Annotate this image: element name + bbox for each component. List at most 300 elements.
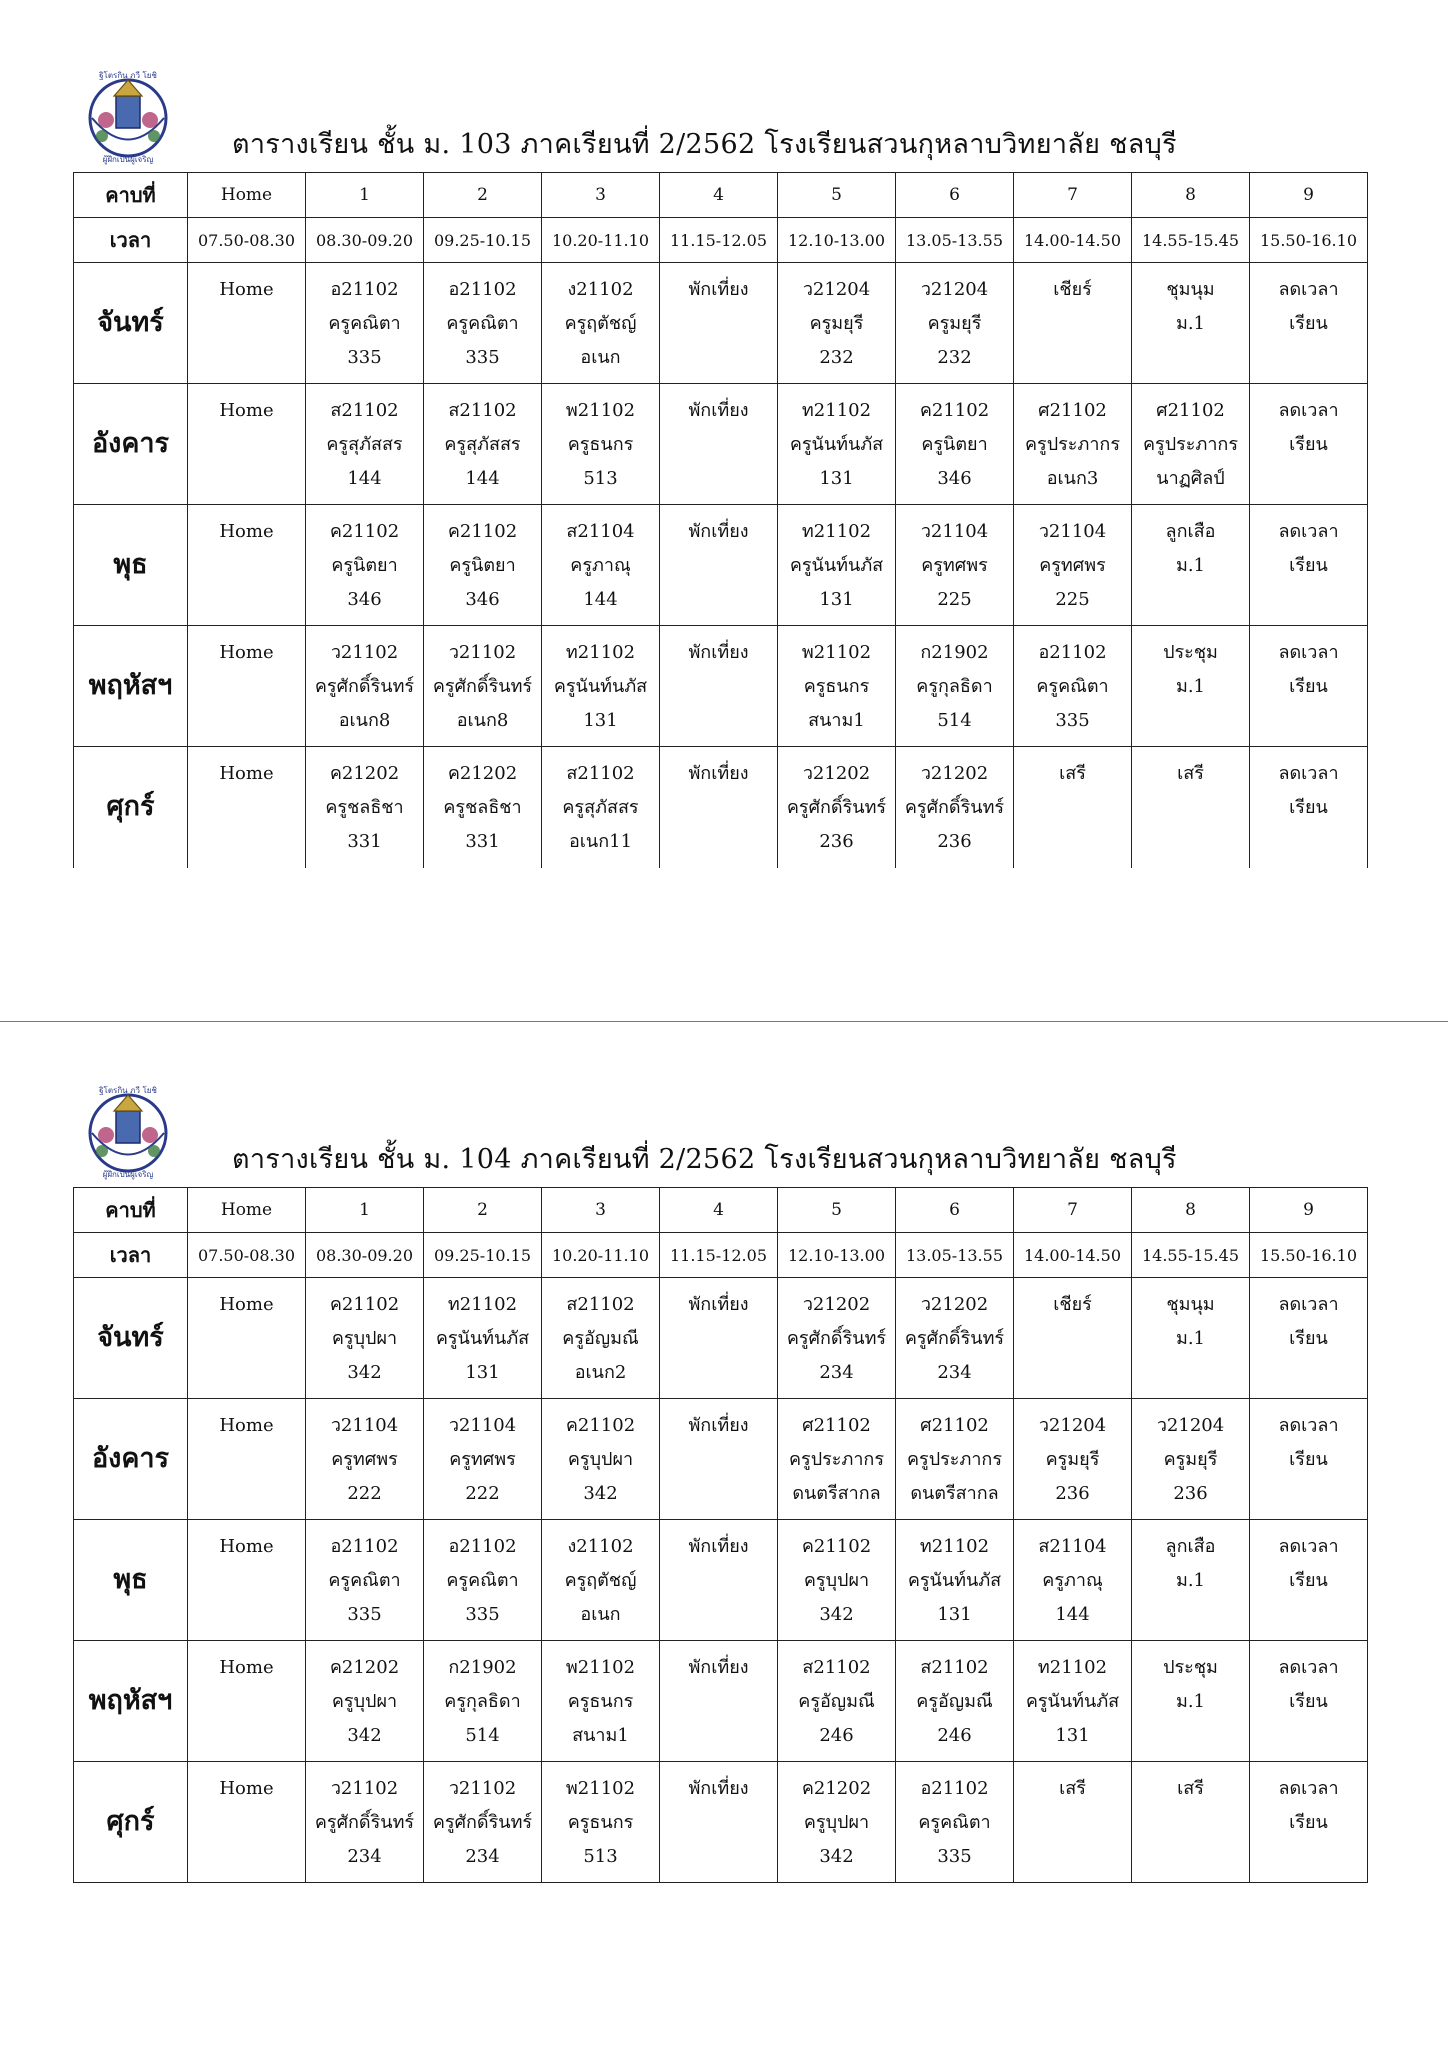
subject-code: ส21102 <box>566 763 635 784</box>
class-cell <box>188 1762 306 1883</box>
subject-code: ค21102 <box>329 521 400 542</box>
class-cell <box>1250 1762 1368 1883</box>
subject-code: ส21102 <box>802 1657 871 1678</box>
logo-motto-top: ฐิโตรกิน ภวี โยชิ <box>99 71 157 80</box>
room: 342 <box>819 1846 854 1867</box>
room: 131 <box>819 468 854 489</box>
period-number: 4 <box>660 1188 778 1233</box>
subject-code: Home <box>219 1536 274 1557</box>
class-cell <box>424 1762 542 1883</box>
subject-code: ศ21102 <box>1156 400 1225 421</box>
subject-code: ลดเวลา <box>1278 1657 1339 1678</box>
period-header-row <box>74 1188 1368 1233</box>
subject-code: ท21102 <box>447 1294 518 1315</box>
subject-code: พักเที่ยง <box>688 1778 749 1799</box>
period-number: 9 <box>1250 173 1368 218</box>
class-cell <box>1250 263 1368 384</box>
teacher-or-note: ครูศักดิ์รินทร์ <box>314 676 415 697</box>
subject-code: อ21102 <box>448 1536 517 1557</box>
class-cell <box>896 1278 1014 1399</box>
teacher-or-note: เรียน <box>1289 313 1328 334</box>
class-cell <box>306 263 424 384</box>
teacher-or-note: ครูธนกร <box>803 676 870 697</box>
class-cell <box>188 626 306 747</box>
class-cell <box>424 1278 542 1399</box>
teacher-or-note: ครูมยุรี <box>1163 1449 1218 1470</box>
class-cell <box>1014 1278 1132 1399</box>
class-cell <box>896 1641 1014 1762</box>
subject-code: ส21102 <box>566 1294 635 1315</box>
room: 131 <box>583 710 618 731</box>
day-label: ศุกร์ <box>74 1762 188 1883</box>
teacher-or-note: ครูประภากร <box>1024 434 1120 455</box>
class-cell <box>1132 1762 1250 1883</box>
subject-code: ว21202 <box>920 763 989 784</box>
class-cell <box>1014 263 1132 384</box>
subject-code: ค21202 <box>801 1778 872 1799</box>
subject-code: พักเที่ยง <box>688 763 749 784</box>
subject-code: ท21102 <box>565 642 636 663</box>
room: 232 <box>937 347 972 368</box>
teacher-or-note: ครูธนกร <box>567 1812 634 1833</box>
room: 144 <box>583 589 618 610</box>
room: อเนก <box>580 347 621 368</box>
teacher-or-note: ครูทศพร <box>1039 555 1106 576</box>
time-row <box>74 1233 1368 1278</box>
subject-code: Home <box>219 279 274 300</box>
time-label: เวลา <box>74 1233 188 1278</box>
class-cell <box>778 384 896 505</box>
class-cell <box>778 747 896 868</box>
teacher-or-note: ครูนันท์นภัส <box>789 555 884 576</box>
class-cell <box>188 1641 306 1762</box>
teacher-or-note: ครูนันท์นภัส <box>789 434 884 455</box>
room: 331 <box>347 831 382 852</box>
subject-code: ท21102 <box>801 400 872 421</box>
class-cell <box>896 384 1014 505</box>
room: สนาม1 <box>808 710 865 731</box>
subject-code: ลดเวลา <box>1278 1536 1339 1557</box>
teacher-or-note: ครูกุลธิดา <box>916 676 993 697</box>
class-cell <box>424 505 542 626</box>
room: 225 <box>1055 589 1090 610</box>
room: 144 <box>347 468 382 489</box>
logo-motto-bottom: ผู้ฝึกเป็นผู้เจริญ <box>102 1170 154 1179</box>
timetable <box>73 172 1368 868</box>
period-number: 9 <box>1250 1188 1368 1233</box>
class-cell <box>542 1641 660 1762</box>
class-cell <box>660 626 778 747</box>
teacher-or-note: ครูคณิตา <box>1036 676 1109 697</box>
class-cell <box>660 384 778 505</box>
day-row <box>74 384 1368 505</box>
time-slot: 10.20-11.10 <box>542 1233 660 1278</box>
room: 236 <box>937 831 972 852</box>
teacher-or-note: เรียน <box>1289 1691 1328 1712</box>
class-cell <box>188 1399 306 1520</box>
subject-code: ลูกเสือ <box>1165 1536 1216 1557</box>
day-row <box>74 1278 1368 1399</box>
subject-code: ท21102 <box>919 1536 990 1557</box>
logo-motto-top: ฐิโตรกิน ภวี โยชิ <box>99 1086 157 1095</box>
class-cell <box>778 505 896 626</box>
teacher-or-note: เรียน <box>1289 434 1328 455</box>
room: 222 <box>347 1483 382 1504</box>
class-cell <box>542 1762 660 1883</box>
class-cell <box>424 384 542 505</box>
room: 222 <box>465 1483 500 1504</box>
subject-code: ศ21102 <box>920 1415 989 1436</box>
class-cell <box>424 263 542 384</box>
time-slot: 13.05-13.55 <box>896 1233 1014 1278</box>
teacher-or-note: ครูภาณุ <box>1042 1570 1103 1591</box>
subject-code: ว21202 <box>802 763 871 784</box>
subject-code: เชียร์ <box>1053 279 1092 300</box>
room: 331 <box>465 831 500 852</box>
class-cell <box>188 263 306 384</box>
class-cell <box>424 747 542 868</box>
teacher-or-note: ครูศักดิ์รินทร์ <box>314 1812 415 1833</box>
school-crest-logo <box>78 1081 178 1181</box>
teacher-or-note: เรียน <box>1289 1812 1328 1833</box>
room: 131 <box>819 589 854 610</box>
subject-code: ท21102 <box>1037 1657 1108 1678</box>
class-cell <box>1014 1520 1132 1641</box>
room: 513 <box>583 468 618 489</box>
subject-code: อ21102 <box>330 279 399 300</box>
day-label: อังคาร <box>74 1399 188 1520</box>
subject-code: ศ21102 <box>802 1415 871 1436</box>
teacher-or-note: ครูฤตัชญ์ <box>564 1570 637 1591</box>
class-cell <box>1250 1399 1368 1520</box>
period-number: 1 <box>306 173 424 218</box>
day-label: พฤหัสฯ <box>74 626 188 747</box>
class-cell <box>306 505 424 626</box>
room: อเนก8 <box>338 710 391 731</box>
subject-code: พักเที่ยง <box>688 1415 749 1436</box>
class-cell <box>1250 626 1368 747</box>
teacher-or-note: ครูธนกร <box>567 434 634 455</box>
time-slot: 15.50-16.10 <box>1250 218 1368 263</box>
day-row <box>74 1520 1368 1641</box>
subject-code: ส21104 <box>1038 1536 1107 1557</box>
period-number: Home <box>188 173 306 218</box>
teacher-or-note: ครูฤตัชญ์ <box>564 313 637 334</box>
teacher-or-note: ครูบุปผา <box>803 1570 870 1591</box>
class-cell <box>424 1399 542 1520</box>
class-cell <box>1014 626 1132 747</box>
subject-code: เสรี <box>1059 1778 1086 1799</box>
room: อเนก2 <box>574 1362 627 1383</box>
page-divider <box>0 1021 1448 1022</box>
day-row <box>74 1641 1368 1762</box>
class-cell <box>1132 1399 1250 1520</box>
class-cell <box>778 1278 896 1399</box>
class-cell <box>1014 384 1132 505</box>
class-cell <box>542 384 660 505</box>
teacher-or-note: ครูทศพร <box>449 1449 516 1470</box>
teacher-or-note: ครูธนกร <box>567 1691 634 1712</box>
teacher-or-note: ครูอัญมณี <box>916 1691 993 1712</box>
teacher-or-note: ครูมยุรี <box>927 313 982 334</box>
class-cell <box>896 263 1014 384</box>
teacher-or-note: ครูชลธิชา <box>325 797 404 818</box>
time-slot: 14.55-15.45 <box>1132 218 1250 263</box>
teacher-or-note: ครูทศพร <box>921 555 988 576</box>
logo-motto-bottom: ผู้ฝึกเป็นผู้เจริญ <box>102 155 154 164</box>
teacher-or-note: ครูประภากร <box>1142 434 1238 455</box>
room: 236 <box>1055 1483 1090 1504</box>
teacher-or-note: ครูนันท์นภัส <box>553 676 648 697</box>
time-label: เวลา <box>74 218 188 263</box>
subject-code: อ21102 <box>330 1536 399 1557</box>
room: 246 <box>819 1725 854 1746</box>
class-cell <box>542 747 660 868</box>
class-cell <box>896 626 1014 747</box>
day-label: จันทร์ <box>74 1278 188 1399</box>
time-slot: 09.25-10.15 <box>424 1233 542 1278</box>
class-cell <box>660 263 778 384</box>
class-cell <box>1250 1520 1368 1641</box>
subject-code: ค21102 <box>565 1415 636 1436</box>
teacher-or-note: ครูประภากร <box>788 1449 884 1470</box>
teacher-or-note: ครูประภากร <box>906 1449 1002 1470</box>
period-number: 7 <box>1014 173 1132 218</box>
subject-code: ก21902 <box>448 1657 517 1678</box>
room: 232 <box>819 347 854 368</box>
day-label: ศุกร์ <box>74 747 188 868</box>
subject-code: อ21102 <box>1038 642 1107 663</box>
subject-code: ค21102 <box>919 400 990 421</box>
teacher-or-note: ครูศักดิ์รินทร์ <box>432 1812 533 1833</box>
class-cell <box>896 1520 1014 1641</box>
subject-code: ลดเวลา <box>1278 1415 1339 1436</box>
time-slot: 13.05-13.55 <box>896 218 1014 263</box>
teacher-or-note: ครูมยุรี <box>1045 1449 1100 1470</box>
subject-code: ส21102 <box>920 1657 989 1678</box>
class-cell <box>542 1399 660 1520</box>
teacher-or-note: ม.1 <box>1175 555 1206 576</box>
class-cell <box>1132 263 1250 384</box>
class-cell <box>660 1641 778 1762</box>
subject-code: Home <box>219 400 274 421</box>
class-cell <box>188 1520 306 1641</box>
class-cell <box>1014 1399 1132 1520</box>
room: 342 <box>819 1604 854 1625</box>
subject-code: ลดเวลา <box>1278 400 1339 421</box>
day-row <box>74 1762 1368 1883</box>
period-number: 6 <box>896 173 1014 218</box>
class-cell <box>1014 747 1132 868</box>
time-slot: 12.10-13.00 <box>778 218 896 263</box>
class-cell <box>660 1278 778 1399</box>
subject-code: พักเที่ยง <box>688 521 749 542</box>
room: 335 <box>465 347 500 368</box>
teacher-or-note: ครูสุภัสสร <box>562 797 639 818</box>
room: 342 <box>347 1362 382 1383</box>
class-cell <box>1132 1278 1250 1399</box>
subject-code: ประชุม <box>1163 1657 1218 1678</box>
day-label: อังคาร <box>74 384 188 505</box>
subject-code: Home <box>219 1294 274 1315</box>
teacher-or-note: ครูชลธิชา <box>443 797 522 818</box>
class-cell <box>778 1520 896 1641</box>
subject-code: ลดเวลา <box>1278 763 1339 784</box>
subject-code: ง21102 <box>567 279 634 300</box>
subject-code: พ21102 <box>565 400 636 421</box>
subject-code: ลดเวลา <box>1278 642 1339 663</box>
period-header-row <box>74 173 1368 218</box>
teacher-or-note: ครูอัญมณี <box>798 1691 875 1712</box>
subject-code: พักเที่ยง <box>688 642 749 663</box>
room: ดนตรีสากล <box>910 1483 999 1504</box>
room: 144 <box>465 468 500 489</box>
subject-code: Home <box>219 1415 274 1436</box>
teacher-or-note: ครูคณิตา <box>328 1570 401 1591</box>
subject-code: ก21902 <box>920 642 989 663</box>
class-cell <box>896 505 1014 626</box>
period-number: 7 <box>1014 1188 1132 1233</box>
subject-code: ว21204 <box>1156 1415 1225 1436</box>
class-cell <box>1250 1278 1368 1399</box>
teacher-or-note: ครูบุปผา <box>331 1328 398 1349</box>
class-cell <box>1014 505 1132 626</box>
teacher-or-note: ครูนิตยา <box>449 555 516 576</box>
room: 346 <box>347 589 382 610</box>
subject-code: Home <box>219 642 274 663</box>
subject-code: เสรี <box>1177 763 1204 784</box>
teacher-or-note: ครูศักดิ์รินทร์ <box>786 797 887 818</box>
period-number: 4 <box>660 173 778 218</box>
period-number: 2 <box>424 173 542 218</box>
subject-code: ว21104 <box>1038 521 1107 542</box>
day-row <box>74 505 1368 626</box>
day-label: พุธ <box>74 1520 188 1641</box>
room: 335 <box>347 347 382 368</box>
class-cell <box>542 626 660 747</box>
time-slot: 08.30-09.20 <box>306 218 424 263</box>
teacher-or-note: ครูบุปผา <box>567 1449 634 1470</box>
period-label: คาบที่ <box>74 1188 188 1233</box>
room: 131 <box>937 1604 972 1625</box>
subject-code: ค21102 <box>801 1536 872 1557</box>
class-cell <box>778 1399 896 1520</box>
room: 342 <box>583 1483 618 1504</box>
class-cell <box>1250 747 1368 868</box>
teacher-or-note: ครูนันท์นภัส <box>1025 1691 1120 1712</box>
class-cell <box>660 1520 778 1641</box>
teacher-or-note: ครูทศพร <box>331 1449 398 1470</box>
room: 234 <box>347 1846 382 1867</box>
time-slot: 10.20-11.10 <box>542 218 660 263</box>
period-number: 3 <box>542 1188 660 1233</box>
room: 225 <box>937 589 972 610</box>
subject-code: ลดเวลา <box>1278 521 1339 542</box>
room: 236 <box>819 831 854 852</box>
subject-code: พักเที่ยง <box>688 279 749 300</box>
class-cell <box>306 1520 424 1641</box>
teacher-or-note: ม.1 <box>1175 676 1206 697</box>
subject-code: ลดเวลา <box>1278 1778 1339 1799</box>
class-cell <box>1132 747 1250 868</box>
class-cell <box>778 1641 896 1762</box>
class-cell <box>424 1641 542 1762</box>
room: 335 <box>347 1604 382 1625</box>
teacher-or-note: ม.1 <box>1175 1570 1206 1591</box>
teacher-or-note: ครูคณิตา <box>328 313 401 334</box>
day-label: พุธ <box>74 505 188 626</box>
class-cell <box>542 1278 660 1399</box>
subject-code: ว21202 <box>802 1294 871 1315</box>
subject-code: Home <box>219 763 274 784</box>
time-row <box>74 218 1368 263</box>
time-slot: 12.10-13.00 <box>778 1233 896 1278</box>
class-cell <box>306 1762 424 1883</box>
class-cell <box>424 1520 542 1641</box>
class-cell <box>778 263 896 384</box>
teacher-or-note: ครูบุปผา <box>331 1691 398 1712</box>
room: สนาม1 <box>572 1725 629 1746</box>
teacher-or-note: เรียน <box>1289 1328 1328 1349</box>
teacher-or-note: ม.1 <box>1175 1691 1206 1712</box>
subject-code: ว21102 <box>330 1778 399 1799</box>
subject-code: Home <box>219 1657 274 1678</box>
period-number: 5 <box>778 1188 896 1233</box>
period-number: 3 <box>542 173 660 218</box>
subject-code: ค21202 <box>447 763 518 784</box>
class-cell <box>424 626 542 747</box>
room: อเนก3 <box>1046 468 1099 489</box>
class-cell <box>1132 384 1250 505</box>
teacher-or-note: เรียน <box>1289 555 1328 576</box>
period-number: 1 <box>306 1188 424 1233</box>
subject-code: พ21102 <box>565 1778 636 1799</box>
class-cell <box>306 384 424 505</box>
class-cell <box>306 1641 424 1762</box>
teacher-or-note: เรียน <box>1289 1570 1328 1591</box>
subject-code: ง21102 <box>567 1536 634 1557</box>
class-cell <box>896 1762 1014 1883</box>
subject-code: ว21104 <box>920 521 989 542</box>
time-slot: 07.50-08.30 <box>188 1233 306 1278</box>
class-cell <box>1250 384 1368 505</box>
class-cell <box>896 1399 1014 1520</box>
teacher-or-note: ครูภาณุ <box>570 555 631 576</box>
teacher-or-note: เรียน <box>1289 676 1328 697</box>
subject-code: อ21102 <box>920 1778 989 1799</box>
school-crest-logo <box>78 66 178 166</box>
class-cell <box>1250 1641 1368 1762</box>
room: 335 <box>465 1604 500 1625</box>
class-cell <box>306 626 424 747</box>
subject-code: ค21102 <box>329 1294 400 1315</box>
class-cell <box>188 747 306 868</box>
class-cell <box>660 747 778 868</box>
class-cell <box>778 626 896 747</box>
teacher-or-note: ครูสุภัสสร <box>444 434 521 455</box>
class-cell <box>660 1762 778 1883</box>
class-cell <box>1132 1641 1250 1762</box>
room: 246 <box>937 1725 972 1746</box>
subject-code: ว21204 <box>920 279 989 300</box>
room: อเนก11 <box>568 831 633 852</box>
teacher-or-note: ครูกุลธิดา <box>444 1691 521 1712</box>
class-cell <box>188 384 306 505</box>
room: ดนตรีสากล <box>792 1483 881 1504</box>
teacher-or-note: ครูคณิตา <box>918 1812 991 1833</box>
room: 342 <box>347 1725 382 1746</box>
subject-code: ส21102 <box>330 400 399 421</box>
